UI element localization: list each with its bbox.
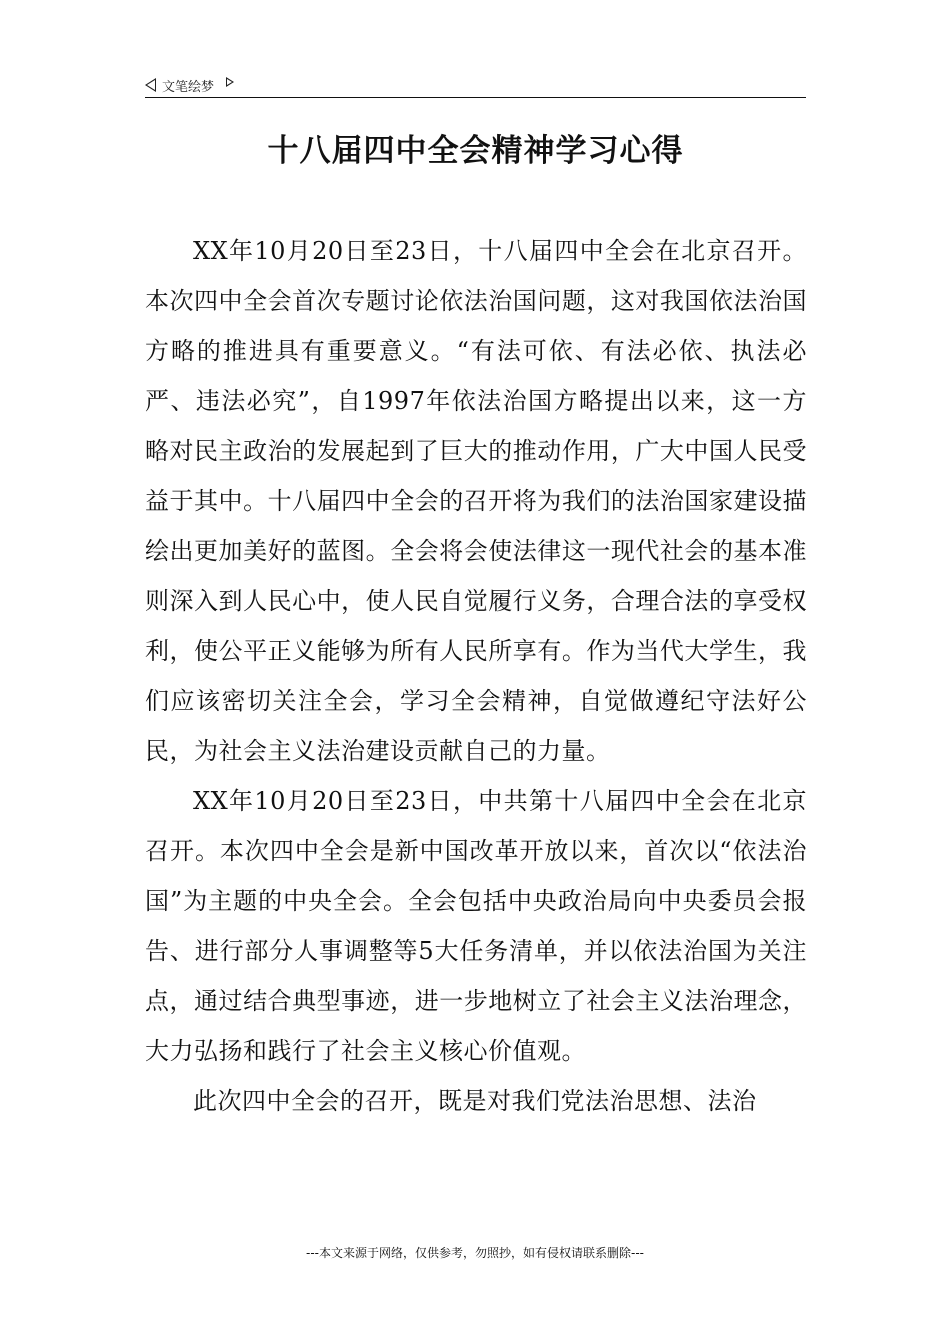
footer-notice: ---本文来源于网络，仅供参考，勿照抄，如有侵权请联系删除---: [306, 1246, 644, 1260]
header-brand: 文笔绘梦: [162, 79, 215, 95]
triangle-right-icon: [226, 77, 234, 87]
document-body: [145, 226, 807, 1126]
document-title: 十八届四中全会精神学习心得: [267, 133, 684, 169]
header-divider: [145, 97, 806, 98]
triangle-left-icon: [145, 78, 156, 92]
paragraph: 此次四中全会的召开，既是对我们党法治思想、法治: [193, 1087, 757, 1115]
page-header: [145, 72, 234, 98]
paragraph: XX年10月20日至23日，中共第十八届四中全会在北京召开。本次四中全会是新中国改革开放以来，首次以“依法治国”为主题的中央全会。全会包括中央政治局向中央委员会报告、进行部分人事调整等5大任务清单，并以依法治国为关注点，通过结合典型事迹，进一步地树立了社会主义法治理念，大力弘扬和践行了社会主义核心价值观。: [145, 787, 807, 1065]
paragraph: XX年10月20日至23日，十八届四中全会在北京召开。本次四中全会首次专题讨论依法治国问题，这对我国依法治国方略的推进具有重要意义。“有法可依、有法必依、执法必严、违法必究”，自1997年依法治国方略提出以来，这一方略对民主政治的发展起到了巨大的推动作用，广大中国人民受益于其中。十八届四中全会的召开将为我们的法治国家建设描绘出更加美好的蓝图。全会将会使法律这一现代社会的基本准则深入到人民心中，使人民自觉履行义务，合理合法的享受权利，使公平正义能够为所有人民所享有。作为当代大学生，我们应该密切关注全会，学习全会精神，自觉做遵纪守法好公民，为社会主义法治建设贡献自己的力量。: [145, 237, 807, 765]
